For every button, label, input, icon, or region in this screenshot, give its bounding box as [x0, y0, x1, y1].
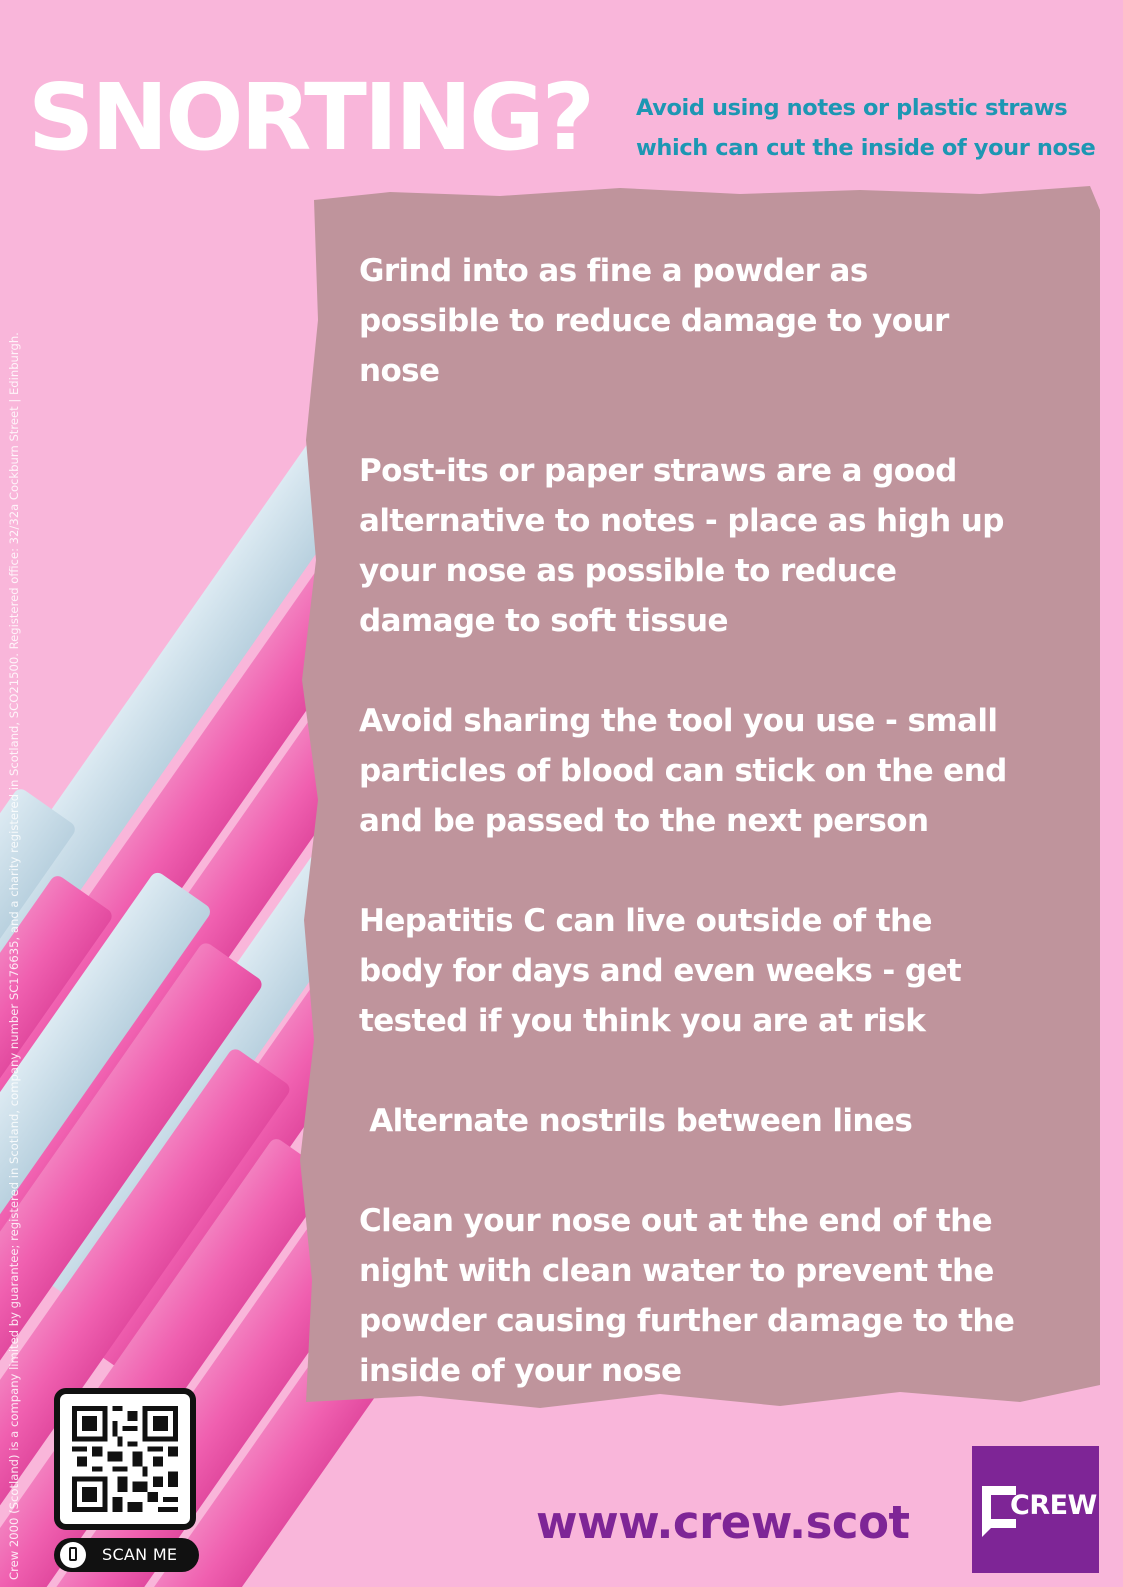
tip-line: Hepatitis C can live outside of the [359, 903, 932, 939]
tip-line: damage to soft tissue [359, 603, 728, 639]
tip-line: alternative to notes - place as high up [359, 503, 1004, 539]
tip-line: body for days and even weeks - get [359, 953, 962, 989]
tip-line: and be passed to the next person [359, 803, 929, 839]
tip-line: night with clean water to prevent the [359, 1253, 994, 1289]
subtitle [636, 88, 1106, 168]
tip-line: Grind into as fine a powder as [359, 253, 868, 289]
qr-code-icon [72, 1406, 178, 1512]
tips-list [359, 246, 1099, 1446]
page-title: SNORTING? [28, 64, 593, 171]
tip-line: nose [359, 353, 440, 389]
tip-line: powder causing further damage to the [359, 1303, 1015, 1339]
legal-text: Crew 2000 (Scotland) is a company limited by guarantee; registered in Scotland, company number SC176635, and a charity registered in Scotland, SCO21500. Registered office: 32/32a Cockburn Street | Edinburgh. [7, 332, 21, 1580]
tip-item [359, 1096, 1099, 1146]
tip-line: Avoid sharing the tool you use - small [359, 703, 998, 739]
crew-logo [972, 1446, 1099, 1573]
scan-me-badge [54, 1538, 199, 1572]
tip-line: Alternate nostrils between lines [359, 1103, 913, 1139]
subtitle-line: which can cut the inside of your nose [636, 135, 1096, 161]
tip-line: Post-its or paper straws are a good [359, 453, 957, 489]
tip-line: your nose as possible to reduce [359, 553, 897, 589]
tip-line: particles of blood can stick on the end [359, 753, 1007, 789]
subtitle-line: Avoid using notes or plastic straws [636, 95, 1068, 121]
logo-text: CREW [1010, 1490, 1097, 1521]
tip-line: inside of your nose [359, 1353, 682, 1389]
tip-line: possible to reduce damage to your [359, 303, 949, 339]
website-link[interactable]: www.crew.scot [536, 1496, 910, 1549]
tip-line: tested if you think you are at risk [359, 1003, 926, 1039]
tip-item [359, 446, 1099, 646]
tip-line: Clean your nose out at the end of the [359, 1203, 993, 1239]
scan-me-label: SCAN ME [102, 1545, 178, 1564]
tip-item [359, 1196, 1099, 1396]
tip-item [359, 246, 1099, 396]
qr-code[interactable] [54, 1388, 196, 1530]
phone-icon [60, 1542, 86, 1568]
tip-item [359, 896, 1099, 1046]
tip-item [359, 696, 1099, 846]
